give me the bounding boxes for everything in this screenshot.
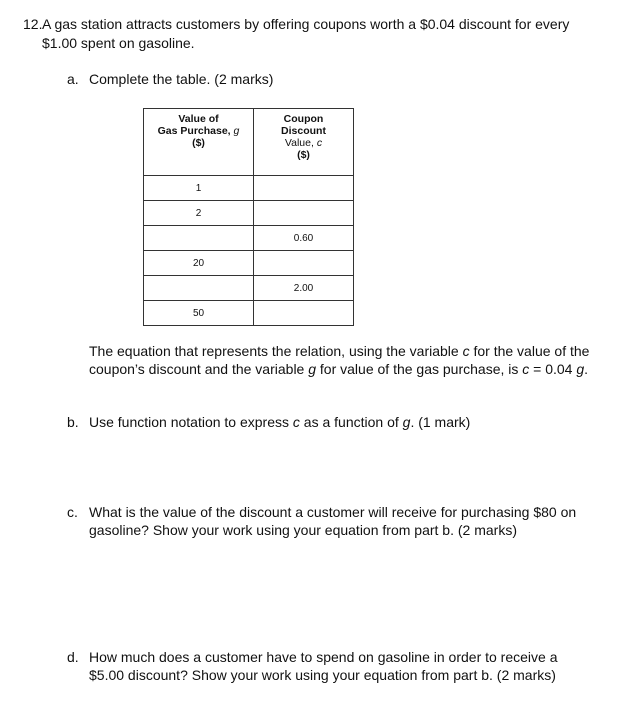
cell-coupon-value[interactable] (254, 201, 354, 226)
part-c-line1: What is the value of the discount a customer will receive for purchasing $80 on (89, 504, 577, 520)
part-c-letter: c. (67, 504, 78, 520)
header-gas-line2-prefix: Gas Purchase, (157, 125, 234, 137)
table-row (144, 251, 354, 276)
header-gas-var: g (233, 125, 240, 137)
equation-line1-a: The equation that represents the relation, using the variable (89, 343, 463, 359)
part-c-line2: gasoline? Show your work using your equation from part b. (2 marks) (89, 522, 517, 538)
header-coupon-var: c (316, 137, 323, 149)
part-b-text-c: . (1 mark) (410, 414, 471, 430)
cell-coupon-value[interactable]: 0.60 (254, 226, 354, 251)
cell-gas-value[interactable]: 2 (144, 201, 254, 226)
question-text-line2: $1.00 spent on gasoline. (42, 35, 195, 51)
header-coupon-line3-prefix: Value, (284, 137, 317, 149)
question-number: 12. (23, 16, 43, 32)
header-gas-line1: Value of (178, 113, 219, 125)
part-b-text-b: as a function of (299, 414, 403, 430)
part-b-var1: c (292, 414, 300, 430)
cell-gas-value[interactable]: 50 (144, 301, 254, 326)
cell-gas-value[interactable] (144, 276, 254, 301)
equation-line2-var2: c (522, 361, 530, 377)
cell-coupon-value[interactable]: 2.00 (254, 276, 354, 301)
part-b-var2: g (402, 414, 411, 430)
equation-line2-var3: g (576, 361, 585, 377)
equation-line2-b: for value of the gas purchase, is (316, 361, 523, 377)
header-coupon-line4: ($) (297, 149, 310, 161)
table-row (144, 301, 354, 326)
part-d-line1: How much does a customer have to spend on gasoline in order to receive a (89, 649, 558, 665)
table-row (144, 276, 354, 301)
part-a-prompt: Complete the table. (2 marks) (89, 71, 274, 87)
cell-gas-value[interactable] (144, 226, 254, 251)
header-coupon-line3 (254, 137, 353, 149)
equation-line2-a: coupon’s discount and the variable (89, 361, 309, 377)
part-b-letter: b. (67, 414, 79, 430)
cell-coupon-value[interactable] (254, 301, 354, 326)
equation-line2-var1: g (308, 361, 317, 377)
header-gas-line3: ($) (192, 137, 205, 149)
equation-line1-var: c (462, 343, 470, 359)
part-b-prompt (89, 413, 470, 431)
equation-line1-b: for the value of the (469, 343, 590, 359)
cell-coupon-value[interactable] (254, 176, 354, 201)
equation-line1 (89, 342, 589, 360)
table-row (144, 201, 354, 226)
cell-gas-value[interactable]: 1 (144, 176, 254, 201)
table-header-row (144, 109, 354, 176)
cell-gas-value[interactable]: 20 (144, 251, 254, 276)
header-gas-purchase (144, 109, 254, 176)
header-coupon-line1: Coupon (283, 113, 324, 125)
header-gas-line2 (144, 125, 253, 137)
part-b-text-a: Use function notation to express (89, 414, 293, 430)
cell-coupon-value[interactable] (254, 251, 354, 276)
part-a-letter: a. (67, 71, 79, 87)
header-coupon-value (254, 109, 354, 176)
coupon-table (143, 108, 354, 326)
equation-line2-d: . (584, 361, 589, 377)
table-row (144, 226, 354, 251)
equation-line2 (89, 360, 588, 378)
part-d-line2: $5.00 discount? Show your work using your equation from part b. (2 marks) (89, 667, 556, 683)
question-text-line1: A gas station attracts customers by offering coupons worth a $0.04 discount for every (42, 16, 570, 32)
equation-line2-c: = 0.04 (529, 361, 577, 377)
header-coupon-line2: Discount (281, 125, 326, 137)
part-d-letter: d. (67, 649, 79, 665)
table-row (144, 176, 354, 201)
